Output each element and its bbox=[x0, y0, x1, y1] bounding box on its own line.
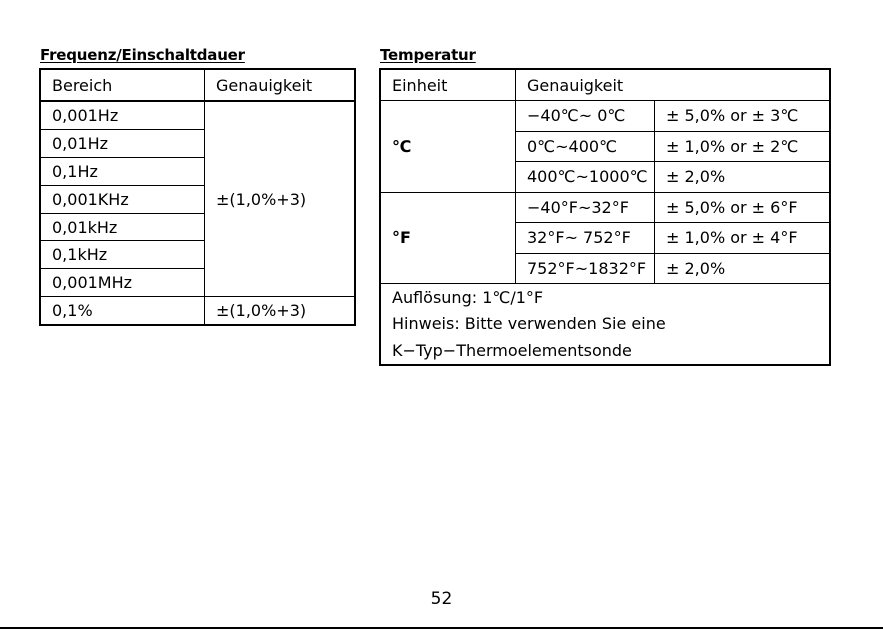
temperature-spec-table bbox=[379, 68, 831, 366]
note-row bbox=[380, 311, 830, 338]
range-cell: 32°F~ 752°F bbox=[516, 223, 655, 254]
header-accuracy: Genauigkeit bbox=[516, 69, 831, 101]
duty-accuracy-cell: ±(1,0%+3) bbox=[205, 297, 356, 325]
range-cell: −40℃~ 0℃ bbox=[516, 101, 655, 132]
header-range: Bereich bbox=[40, 69, 205, 101]
frequency-spec-table bbox=[39, 68, 356, 326]
accuracy-cell: ± 2,0% bbox=[655, 162, 831, 193]
hint-note-continued: K−Typ−Thermoelementsonde bbox=[392, 340, 632, 360]
range-cell: 400℃~1000℃ bbox=[516, 162, 655, 193]
header-accuracy: Genauigkeit bbox=[205, 69, 356, 101]
accuracy-cell: ± 1,0% or ± 2℃ bbox=[655, 131, 831, 162]
range-cell: 752°F~1832°F bbox=[516, 253, 655, 284]
table-row bbox=[40, 101, 355, 129]
range-cell: 0,001MHz bbox=[40, 269, 205, 297]
range-cell: 0,1kHz bbox=[40, 241, 205, 269]
accuracy-cell: ± 5,0% or ± 3℃ bbox=[655, 101, 831, 132]
accuracy-cell: ± 1,0% or ± 4°F bbox=[655, 223, 831, 254]
temperature-section-title: Temperatur bbox=[380, 46, 476, 64]
fahrenheit-unit-cell: °F bbox=[380, 192, 516, 284]
range-cell: 0,1Hz bbox=[40, 157, 205, 185]
table-row bbox=[380, 192, 830, 223]
note-row bbox=[380, 284, 830, 311]
range-cell: 0,01Hz bbox=[40, 129, 205, 157]
resolution-note: Auflösung: 1℃/1°F bbox=[392, 287, 544, 307]
hint-note: Hinweis: Bitte verwenden Sie eine bbox=[392, 314, 666, 334]
table-header-row bbox=[380, 69, 830, 101]
note-row bbox=[380, 337, 830, 365]
accuracy-cell: ± 2,0% bbox=[655, 253, 831, 284]
range-cell: 0,001KHz bbox=[40, 185, 205, 213]
page-number: 52 bbox=[430, 589, 453, 609]
celsius-unit-cell: ℃ bbox=[380, 101, 516, 193]
frequency-section-title: Frequenz/Einschaltdauer bbox=[40, 46, 245, 64]
table-header-row bbox=[40, 69, 355, 101]
range-cell: 0,01kHz bbox=[40, 213, 205, 241]
accuracy-cell: ±(1,0%+3) bbox=[205, 101, 356, 297]
accuracy-cell: ± 5,0% or ± 6°F bbox=[655, 192, 831, 223]
range-cell: 0,001Hz bbox=[40, 101, 205, 129]
table-row bbox=[380, 101, 830, 132]
footer-rule bbox=[0, 627, 883, 629]
table-row bbox=[40, 297, 355, 325]
range-cell: −40°F~32°F bbox=[516, 192, 655, 223]
duty-range-cell: 0,1% bbox=[40, 297, 205, 325]
range-cell: 0℃~400℃ bbox=[516, 131, 655, 162]
header-unit: Einheit bbox=[380, 69, 516, 101]
